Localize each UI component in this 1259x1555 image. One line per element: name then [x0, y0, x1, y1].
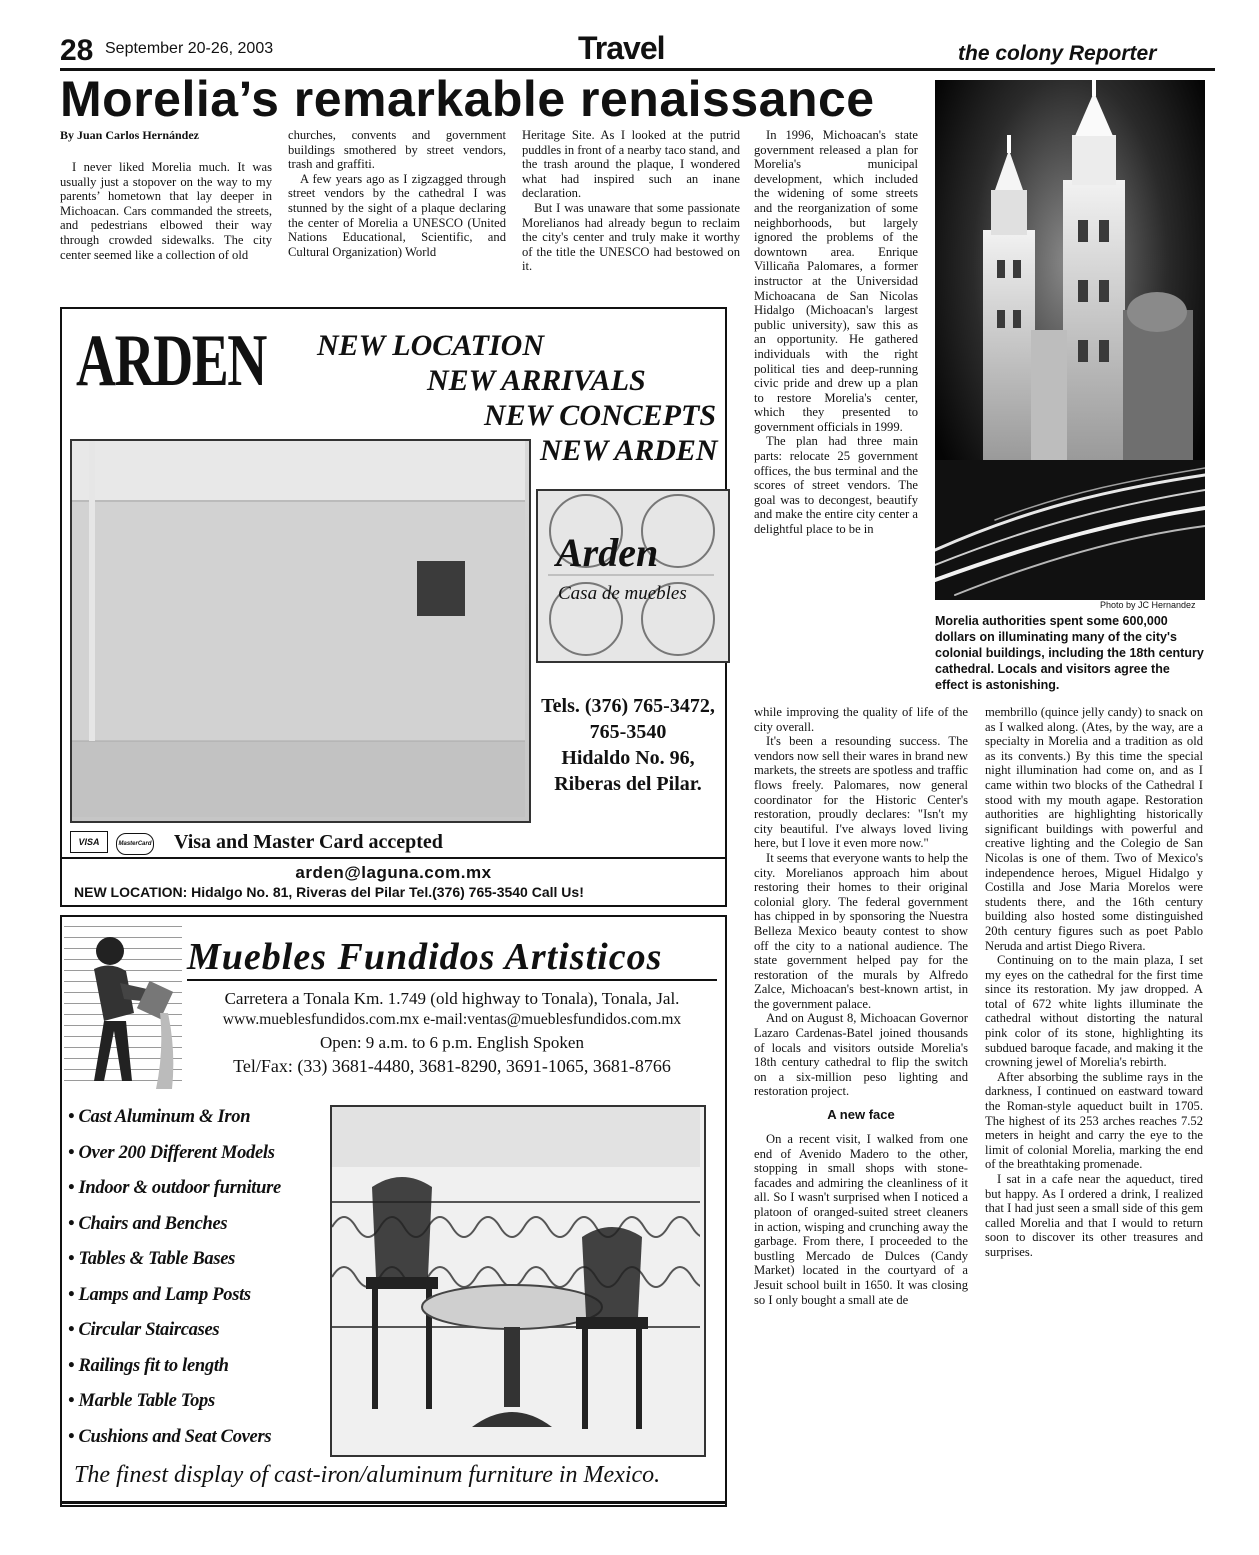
list-item: • Marble Table Tops — [68, 1391, 215, 1411]
ad-bottom-rule — [60, 1501, 727, 1504]
cards-accepted-text: Visa and Master Card accepted — [174, 831, 443, 853]
arden-logo: ARDEN — [76, 320, 266, 402]
article-column-4-upper — [754, 128, 918, 537]
paragraph: It's been a resounding success. The vendors now sell their wares in brand new markets, the streets are spotless and traffic flows freely. Palomares, now general coordinator for the Historic Center's restoration, proudly declares: "Isn't my city beautiful. I've always loved living here, but I love it even more now." — [754, 734, 968, 851]
arden-address-2: Riberas del Pilar. — [554, 773, 702, 795]
arden-script-name: Arden — [556, 530, 659, 575]
mastercard-icon: MasterCard — [116, 833, 154, 855]
paragraph: But I was unaware that some passionate Morelianos had already begun to reclaim the city's center and truly make it worthy of the title the UNESCO had bestowed on it. — [522, 200, 740, 274]
list-item: • Cast Aluminum & Iron — [68, 1107, 251, 1127]
section-title: Travel — [578, 30, 665, 66]
list-item: • Cushions and Seat Covers — [68, 1426, 272, 1447]
title-underline — [187, 979, 717, 981]
publication-brand: the colony Reporter — [958, 42, 1157, 65]
paragraph: I never liked Morelia much. It was usually just a stopover on the way to my parents’ hometown that lay deeper in Michoacan. Cars commanded the streets, and pedestrians elbowed their way through crowded sidewalks. The city center seemed like a collection of old — [60, 160, 272, 262]
arden-script-logo-panel — [536, 489, 730, 663]
product-list — [68, 1107, 281, 1462]
paragraph: while improving the quality of life of the city overall. — [754, 705, 968, 734]
paragraph: I sat in a cafe near the aqueduct, tired but happy. As I ordered a drink, I realized that I had just seen a small side of this gem called Morelia and that I would to return soon to discover its other treasures and surprises. — [985, 1172, 1203, 1259]
ad-line-new-arrivals: NEW ARRIVALS — [427, 364, 646, 397]
list-item: • Lamps and Lamp Posts — [68, 1284, 251, 1305]
list-item: • Railings fit to length — [68, 1355, 229, 1376]
article-headline: Morelia’s remarkable renaissance — [60, 71, 875, 127]
issue-date: September 20-26, 2003 — [105, 40, 274, 57]
visa-card-icon: VISA — [70, 831, 108, 853]
article-column-4-lower — [754, 705, 968, 1535]
arden-footer-address: NEW LOCATION: Hidalgo No. 81, Riveras del Pilar Tel.(376) 765-3540 Call Us! — [74, 884, 584, 900]
pouring-figure-illustration — [64, 921, 182, 1091]
muebles-title: Muebles Fundidos Artisticos — [187, 936, 663, 978]
paragraph: Continuing on to the main plaza, I set my eyes on the cathedral for the first time since its restoration. My jaw dropped. A total of 672 white lights illuminate the cathedral without distorting the natural pink color of its stone, highlighting its subdued baroque facade, and making it the crowning jewel of Morelia's rebirth. — [985, 953, 1203, 1070]
arden-address-1: Hidaldo No. 96, — [561, 747, 695, 769]
photo-credit: Photo by JC Hernandez — [1100, 600, 1196, 610]
arden-email: arden@laguna.com.mx — [295, 863, 492, 882]
article-column-3 — [522, 128, 740, 274]
page-number: 28 — [60, 34, 94, 67]
paragraph: membrillo (quince jelly candy) to snack on as I walked along. (Ates, by the way, are a specialty in Morelia and a tradition as old as its convents.) By this time the special night illumination had come on, and as I came within two blocks of the Cathedral I stood with my mouth agape. Restoration authorities are highlighting historically significant buildings with powerful and creative lighting and the Colegio de San Nicolas is one of them. Two of Mexico's independence heroes, Miguel Hidalgo y Costilla and Jose Maria Morelos were students there, and the 16th century building also hosted some distinguished 20th century figures such as poet Pablo Neruda and artist Diego Rivera. — [985, 705, 1203, 953]
paragraph: A few years ago as I zigzagged through street vendors by the cathedral I was stunned by the sight of a plaque declaring the center of Morelia a UNESCO (United Nations Educational, Scientific, and Cultural Organization) World — [288, 171, 506, 259]
paragraph: After absorbing the sublime rays in the darkness, I continued on eastward toward the Roman-style aqueduct built in 1705. The highest of its 253 arches reaches 7.52 meters in height and carry the eye to the limit of colonial Morelia, marking the end of the breathtaking promenade. — [985, 1069, 1203, 1172]
paragraph: On a recent visit, I walked from one end of Avenido Madero to the other, stopping in small shops with stone-facades and admiring the cleanliness of it all. So I wasn't surprised when I noticed a platoon of oranged-suited street cleaners in action, wisping and crunching away the garbage. From there, I proceeded to the bustling Mercado de Dulces (Candy Market) located in the courtyard of a Jesuit school built in 1650. It was closing so I only bought a small ate de — [754, 1132, 968, 1307]
arden-phones-1: Tels. (376) 765-3472, — [541, 695, 715, 717]
showroom-photo — [70, 439, 531, 823]
ad-divider — [62, 857, 725, 859]
muebles-hours: Open: 9 a.m. to 6 p.m. English Spoken — [320, 1033, 584, 1052]
list-item: • Tables & Table Bases — [68, 1249, 236, 1269]
patio-furniture-photo — [330, 1105, 706, 1457]
card-logos — [70, 831, 162, 855]
muebles-address: Carretera a Tonala Km. 1.749 (old highway to Tonala), Tonala, Jal. — [224, 989, 680, 1008]
article-byline: By Juan Carlos Hernández — [60, 128, 200, 142]
muebles-web-email: www.mueblesfundidos.com.mx e-mail:ventas@mueblesfundidos.com.mx — [222, 1011, 682, 1028]
paragraph: It seems that everyone wants to help the city. Morelianos approach him about restoring their homes to their original colonial glory. The federal government has chipped in by sponsoring the Nuestra Belleza Mexico beauty contest to show off the city to a national audience. The state government helped pay for the restoration of the murals by Alfredo Zalce, Michoacan's best-known artist, in the government palace. — [754, 850, 968, 1011]
list-item: • Chairs and Benches — [68, 1213, 228, 1234]
ad-line-new-concepts: NEW CONCEPTS — [484, 399, 717, 432]
article-column-2 — [288, 128, 506, 259]
paragraph: Heritage Site. As I looked at the putrid puddles in front of a nearby taco stand, and the trash around the plaque, I wondered what had inspired such an inane declaration. — [522, 128, 740, 201]
list-item: • Over 200 Different Models — [68, 1142, 275, 1163]
list-item: • Indoor & outdoor furniture — [68, 1178, 281, 1198]
subheading: A new face — [827, 1107, 895, 1123]
arden-phones-2: 765-3540 — [589, 721, 667, 743]
paragraph: In 1996, Michoacan's state government released a plan for Morelia's municipal development, which included the widening of some streets and the reorganization of some neighborhoods, but largely ignored the problems of the downtown area. Enrique Villicaña Palomares, a former instructor at the Universidad Michoacana de San Nicolas Hidalgo (Michoacan's largest public university), saw this as an opportunity. He gathered individuals with the right political ties and deep-running civic pride and drew up a plan to restore Morelia's center, which they presented to government officials in 1999. — [754, 128, 918, 434]
photo-caption: Morelia authorities spent some 600,000 dollars on illuminating many of the city's colonial buildings, including the 18th century cathedral. Locals and visitors agree the effect is astonishing. — [935, 614, 1204, 692]
ad-line-new-arden: NEW ARDEN — [540, 434, 718, 467]
cathedral-night-photo — [935, 80, 1205, 600]
paragraph: And on August 8, Michoacan Governor Lazaro Cardenas-Batel joined thousands of locals and visitors outside Morelia's 18th century cathedral to flip the switch on a six-million peso lighting and restoration project. — [754, 1011, 968, 1099]
article-column-5 — [985, 705, 1203, 1535]
paragraph: churches, convents and government buildings smothered by street vendors, trash and graffiti. — [288, 128, 506, 172]
article-column-1 — [60, 160, 272, 262]
muebles-phones: Tel/Fax: (33) 3681-4480, 3681-8290, 3691-1065, 3681-8766 — [233, 1056, 671, 1076]
list-item: • Circular Staircases — [68, 1320, 220, 1340]
ad-line-new-location: NEW LOCATION — [317, 329, 544, 362]
arden-script-tagline: Casa de muebles — [558, 583, 687, 604]
muebles-advertisement — [60, 915, 727, 1507]
arden-advertisement — [60, 307, 727, 907]
paragraph: The plan had three main parts: relocate 25 government offices, the bus terminal and the scores of street vendors. The goal was to decongest, beautify and make the entire city center a delightful place to be in — [754, 434, 918, 537]
muebles-tagline: The finest display of cast-iron/aluminum furniture in Mexico. — [74, 1462, 661, 1488]
